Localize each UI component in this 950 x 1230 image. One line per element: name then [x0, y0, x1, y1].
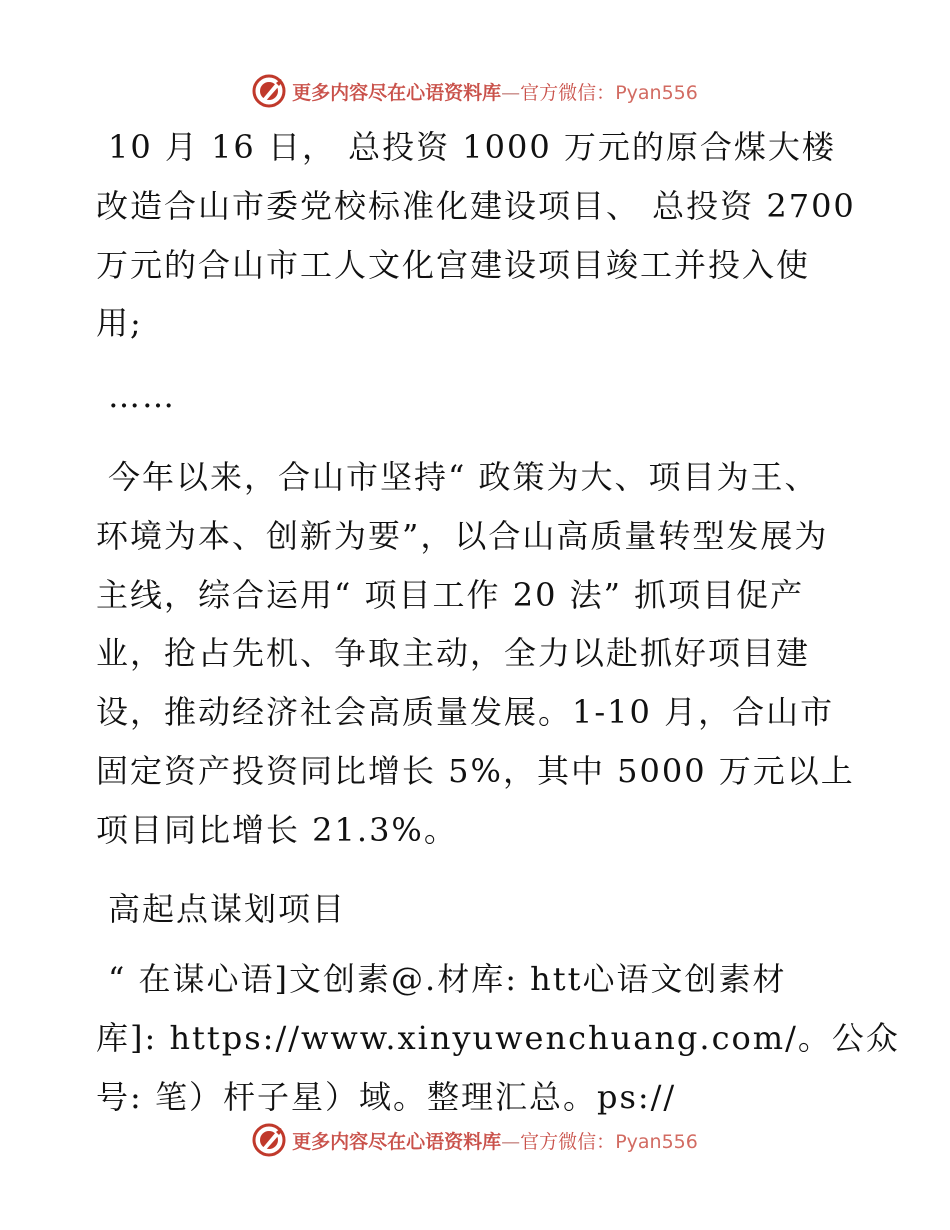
text-line: ……: [108, 377, 176, 416]
watermark-wechat-id: Pyan556: [615, 1130, 698, 1153]
watermark-title: 更多内容尽在心语资料库: [292, 81, 502, 104]
paragraph-ellipsis: [96, 367, 866, 426]
watermark-footer: [0, 1120, 950, 1160]
paragraph-source-note: [96, 950, 900, 1126]
text-line: 号: 笔）杆子星）域。整理汇总。ps://: [96, 1077, 677, 1116]
text-line: 主线，综合运用“ 项目工作 20 法” 抓项目促产: [96, 575, 805, 614]
text-line: 业，抢占先机、争取主动，全力以赴抓好项目建: [96, 634, 811, 673]
paragraph-investment-summary: [96, 448, 866, 860]
text-line: 10 月 16 日， 总投资 1000 万元的原合煤大楼: [108, 128, 836, 166]
watermark-text: [292, 1127, 698, 1154]
watermark-text: [292, 78, 698, 105]
text-line: 库]: https://www.xinyuwenchuang.com/。公众: [96, 1019, 900, 1058]
watermark-wechat-id: Pyan556: [615, 81, 698, 104]
section-heading: [96, 880, 866, 939]
watermark-dash: —: [501, 81, 521, 104]
text-line: 万元的合山市工人文化宫建设项目竣工并投入使: [96, 245, 811, 284]
brand-logo-icon: [252, 74, 286, 108]
watermark-label: 官方微信：: [520, 81, 616, 104]
text-line: 固定资产投资同比增长 5%，其中 5000 万元以上: [96, 751, 855, 790]
text-line: 环境为本、创新为要”，以合山高质量转型发展为: [96, 516, 829, 555]
brand-logo-icon: [252, 1123, 286, 1157]
watermark-dash: —: [501, 1130, 521, 1153]
text-line: “ 在谋心语]文创素@.材库: htt心语文创素材: [108, 960, 787, 999]
text-line: 用;: [96, 304, 143, 343]
watermark-label: 官方微信：: [520, 1130, 616, 1153]
text-line: 项目同比增长 21.3%。: [96, 810, 458, 849]
text-line: 设，推动经济社会高质量发展。1-10 月，合山市: [96, 693, 835, 732]
text-line: 今年以来，合山市坚持“ 政策为大、项目为王、: [108, 457, 819, 496]
text-line: 改造合山市委党校标准化建设项目、 总投资 2700: [96, 186, 856, 225]
paragraph-project-completion: [96, 118, 866, 353]
watermark-title: 更多内容尽在心语资料库: [292, 1130, 502, 1153]
document-body: [96, 118, 900, 1127]
heading-text: 高起点谋划项目: [108, 889, 347, 928]
watermark-header: [0, 71, 950, 111]
